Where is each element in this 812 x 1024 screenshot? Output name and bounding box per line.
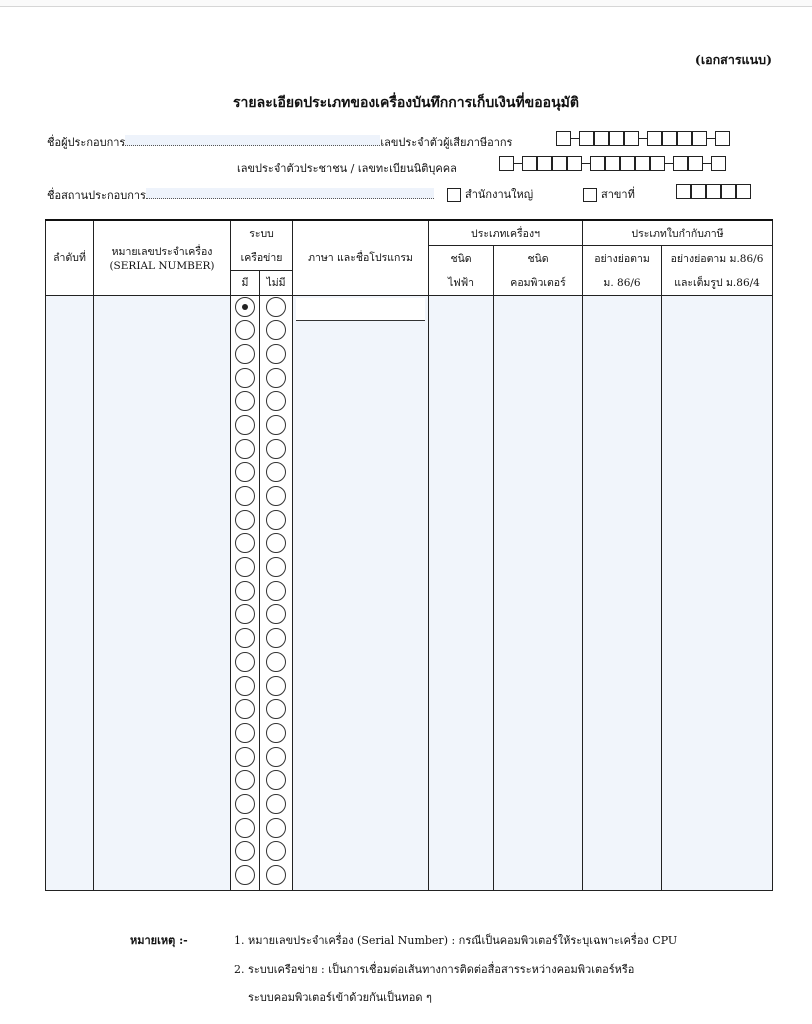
col-header-serial-th: หมายเลขประจำเครื่อง	[111, 246, 213, 259]
digit-box[interactable]	[677, 131, 692, 146]
operator-name-field[interactable]	[125, 135, 380, 146]
tax-id-label: เลขประจำตัวผู้เสียภาษีอากร	[380, 136, 513, 149]
head-office-label: สำนักงานใหญ่	[465, 188, 534, 201]
note-line-2: 2. ระบบเครือข่าย : เป็นการเชื่อมต่อเส้นทางการติดต่อสื่อสารระหว่างคอมพิวเตอร์หรือ	[234, 963, 635, 976]
network-hasnot-radio[interactable]	[266, 818, 286, 838]
digit-separator	[665, 163, 673, 164]
operator-name-label: ชื่อผู้ประกอบการ	[47, 136, 126, 149]
network-has-radio[interactable]	[235, 604, 255, 624]
network-hasnot-radio[interactable]	[266, 747, 286, 767]
digit-box[interactable]	[609, 131, 624, 146]
tax-id-boxes[interactable]	[556, 131, 730, 146]
network-has-radio[interactable]	[235, 415, 255, 435]
digit-box[interactable]	[711, 156, 726, 171]
digit-box[interactable]	[721, 184, 736, 199]
head-office-checkbox[interactable]	[447, 188, 461, 202]
note-line-1: 1. หมายเลขประจำเครื่อง (Serial Number) : กรณีเป็นคอมพิวเตอร์ให้ระบุเฉพาะเครื่อง CPU	[234, 934, 678, 947]
digit-separator	[707, 138, 715, 139]
network-hasnot-radio[interactable]	[266, 841, 286, 861]
citizen-id-label: เลขประจำตัวประชาชน / เลขทะเบียนนิติบุคคล	[237, 162, 457, 175]
network-hasnot-radio[interactable]	[266, 510, 286, 530]
language-column-cell[interactable]	[293, 295, 429, 890]
digit-box[interactable]	[647, 131, 662, 146]
col-header-computer-1: ชนิด	[494, 246, 583, 271]
digit-box[interactable]	[688, 156, 703, 171]
col-header-abbr-full-1: อย่างย่อตาม ม.86/6	[662, 246, 773, 271]
digit-box[interactable]	[676, 184, 691, 199]
network-hasnot-cell	[260, 295, 293, 890]
business-place-row	[47, 186, 434, 204]
network-has-radio[interactable]	[235, 391, 255, 411]
digit-separator	[703, 163, 711, 164]
digit-box[interactable]	[650, 156, 665, 171]
network-has-radio[interactable]	[235, 747, 255, 767]
notes-label: หมายเหตุ :-	[130, 934, 188, 947]
digit-box[interactable]	[556, 131, 571, 146]
col-header-serial	[94, 220, 231, 295]
network-hasnot-radio[interactable]	[266, 439, 286, 459]
col-header-network-1: ระบบ	[231, 220, 293, 246]
network-has-radio[interactable]	[235, 699, 255, 719]
network-has-radio[interactable]	[235, 794, 255, 814]
digit-box[interactable]	[691, 184, 706, 199]
digit-box[interactable]	[673, 156, 688, 171]
branch-option[interactable]	[583, 185, 635, 203]
network-hasnot-radio[interactable]	[266, 865, 286, 885]
network-hasnot-radio[interactable]	[266, 462, 286, 482]
digit-box[interactable]	[499, 156, 514, 171]
head-office-option[interactable]	[447, 185, 533, 203]
network-has-radio[interactable]	[235, 368, 255, 388]
abbr-column-cell[interactable]	[583, 295, 662, 890]
network-has-radio[interactable]	[235, 581, 255, 601]
network-hasnot-radio[interactable]	[266, 344, 286, 364]
network-hasnot-radio[interactable]	[266, 794, 286, 814]
network-hasnot-radio[interactable]	[266, 628, 286, 648]
network-has-radio[interactable]	[235, 628, 255, 648]
col-header-network-2: เครือข่าย	[231, 246, 293, 271]
digit-box[interactable]	[635, 156, 650, 171]
attachment-label: (เอกสารแนบ)	[694, 52, 772, 67]
business-place-label: ชื่อสถานประกอบการ	[47, 189, 146, 202]
network-hasnot-radio[interactable]	[266, 652, 286, 672]
network-hasnot-radio[interactable]	[266, 320, 286, 340]
network-has-radio[interactable]	[235, 439, 255, 459]
network-hasnot-radio[interactable]	[266, 723, 286, 743]
page-title: รายละเอียดประเภทของเครื่องบันทึกการเก็บเงินที่ขออนุมัติ	[233, 95, 579, 111]
network-hasnot-radio[interactable]	[266, 415, 286, 435]
network-has-cell	[231, 295, 260, 890]
citizen-id-boxes[interactable]	[499, 156, 726, 171]
network-hasnot-radio[interactable]	[266, 391, 286, 411]
col-header-electric-1: ชนิด	[429, 246, 494, 271]
network-hasnot-radio[interactable]	[266, 533, 286, 553]
computer-column-cell[interactable]	[494, 295, 583, 890]
network-has-radio[interactable]	[235, 770, 255, 790]
network-has-radio-column	[231, 296, 259, 889]
network-hasnot-radio-column	[260, 296, 292, 889]
digit-box[interactable]	[579, 131, 594, 146]
col-header-abbr-2: ม. 86/6	[583, 270, 662, 295]
digit-box[interactable]	[736, 184, 751, 199]
business-place-field[interactable]	[146, 188, 434, 199]
electric-column-cell[interactable]	[429, 295, 494, 890]
digit-separator	[582, 163, 590, 164]
language-input-active[interactable]	[296, 298, 425, 321]
digit-box[interactable]	[605, 156, 620, 171]
network-has-radio[interactable]	[235, 510, 255, 530]
network-has-radio[interactable]	[235, 320, 255, 340]
network-hasnot-radio[interactable]	[266, 699, 286, 719]
network-hasnot-radio[interactable]	[266, 368, 286, 388]
digit-box[interactable]	[537, 156, 552, 171]
no-column-cell[interactable]	[46, 295, 94, 890]
digit-separator	[571, 138, 579, 139]
network-has-radio[interactable]	[235, 486, 255, 506]
col-header-electric-2: ไฟฟ้า	[429, 270, 494, 295]
digit-box[interactable]	[567, 156, 582, 171]
branch-checkbox[interactable]	[583, 188, 597, 202]
col-header-abbr-full-2: และเต็มรูป ม.86/4	[662, 270, 773, 295]
abbr-full-column-cell[interactable]	[662, 295, 773, 890]
machine-details-table	[45, 219, 773, 891]
serial-column-cell[interactable]	[94, 295, 231, 890]
col-header-receipt-type: ประเภทใบกำกับภาษี	[583, 220, 773, 246]
network-has-radio[interactable]	[235, 557, 255, 577]
digit-box[interactable]	[624, 131, 639, 146]
branch-label: สาขาที่	[601, 188, 635, 201]
col-header-abbr-1: อย่างย่อตาม	[583, 246, 662, 271]
digit-box[interactable]	[662, 131, 677, 146]
network-hasnot-radio[interactable]	[266, 676, 286, 696]
network-hasnot-radio[interactable]	[266, 581, 286, 601]
page-top-border	[0, 0, 812, 7]
network-has-radio[interactable]	[235, 723, 255, 743]
network-has-radio[interactable]	[235, 533, 255, 553]
digit-box[interactable]	[552, 156, 567, 171]
network-hasnot-radio[interactable]	[266, 557, 286, 577]
digit-box[interactable]	[620, 156, 635, 171]
network-has-radio[interactable]	[235, 841, 255, 861]
network-has-radio[interactable]	[235, 297, 255, 317]
network-hasnot-radio[interactable]	[266, 486, 286, 506]
operator-name-row	[47, 133, 512, 151]
digit-separator	[639, 138, 647, 139]
col-header-no: ลำดับที่	[46, 220, 94, 295]
network-hasnot-radio[interactable]	[266, 297, 286, 317]
digit-box[interactable]	[522, 156, 537, 171]
col-header-machine-type: ประเภทเครื่องฯ	[429, 220, 583, 246]
note-line-3: ระบบคอมพิวเตอร์เข้าด้วยกันเป็นทอด ๆ	[248, 991, 432, 1004]
col-header-has: มี	[231, 270, 260, 295]
col-header-computer-2: คอมพิวเตอร์	[494, 270, 583, 295]
branch-number-boxes[interactable]	[676, 184, 751, 199]
digit-box[interactable]	[706, 184, 721, 199]
digit-box[interactable]	[692, 131, 707, 146]
digit-separator	[514, 163, 522, 164]
col-header-hasnot: ไม่มี	[260, 270, 293, 295]
col-header-language: ภาษา และชื่อโปรแกรม	[293, 220, 429, 295]
network-hasnot-radio[interactable]	[266, 770, 286, 790]
network-hasnot-radio[interactable]	[266, 604, 286, 624]
network-has-radio[interactable]	[235, 865, 255, 885]
network-has-radio[interactable]	[235, 676, 255, 696]
network-has-radio[interactable]	[235, 344, 255, 364]
digit-box[interactable]	[715, 131, 730, 146]
network-has-radio[interactable]	[235, 462, 255, 482]
col-header-serial-en: (SERIAL NUMBER)	[109, 260, 215, 273]
digit-box[interactable]	[590, 156, 605, 171]
digit-box[interactable]	[594, 131, 609, 146]
network-has-radio[interactable]	[235, 652, 255, 672]
network-has-radio[interactable]	[235, 818, 255, 838]
